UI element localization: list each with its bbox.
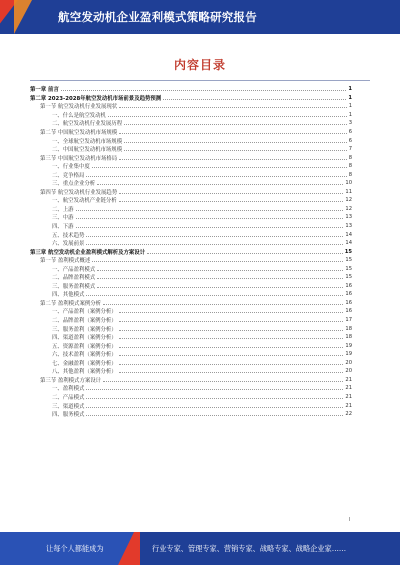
toc-entry-page: 15 bbox=[345, 274, 352, 281]
toc-entry[interactable] bbox=[30, 162, 352, 171]
toc-entry[interactable] bbox=[30, 145, 352, 154]
toc-entry[interactable] bbox=[30, 273, 352, 282]
toc-entry-page: 14 bbox=[345, 231, 352, 238]
toc-entry-page: 20 bbox=[345, 368, 352, 375]
toc-entry-label: 三、服务盈利模式 bbox=[52, 283, 96, 290]
table-of-contents bbox=[30, 85, 352, 418]
toc-entry-page: 11 bbox=[345, 188, 352, 195]
toc-entry[interactable] bbox=[30, 393, 352, 402]
report-header bbox=[0, 0, 400, 34]
toc-entry-label: 一、全球航空发动机市场规模 bbox=[52, 138, 123, 145]
toc-entry[interactable] bbox=[30, 264, 352, 273]
toc-leader-dots bbox=[86, 233, 343, 237]
toc-leader-dots bbox=[92, 164, 347, 168]
toc-entry-page: 15 bbox=[344, 248, 352, 255]
toc-entry[interactable] bbox=[30, 316, 352, 325]
toc-entry-label: 二、品牌盈利（案例分析） bbox=[52, 318, 117, 325]
toc-entry[interactable] bbox=[30, 333, 352, 342]
toc-leader-dots bbox=[97, 181, 343, 185]
toc-entry-label: 二、竞争格局 bbox=[52, 172, 85, 179]
toc-entry-label: 一、产品盈利模式 bbox=[52, 266, 96, 273]
toc-leader-dots bbox=[119, 335, 344, 339]
toc-entry-label: 六、发展前景 bbox=[52, 241, 85, 248]
toc-entry-label: 三、渠道模式 bbox=[52, 403, 85, 410]
toc-entry-page: 19 bbox=[345, 351, 352, 358]
toc-entry-page: 10 bbox=[345, 180, 352, 187]
toc-leader-dots bbox=[97, 284, 343, 288]
report-footer bbox=[0, 532, 400, 565]
toc-entry-page: 6 bbox=[348, 137, 352, 144]
toc-entry-label: 第一节 航空发动机行业发展现状 bbox=[40, 104, 118, 111]
toc-entry-label: 二、产品模式 bbox=[52, 394, 85, 401]
toc-entry[interactable] bbox=[30, 153, 352, 162]
toc-entry[interactable] bbox=[30, 136, 352, 145]
toc-heading: 内容目录 bbox=[173, 58, 226, 72]
toc-entry[interactable] bbox=[30, 230, 352, 239]
toc-entry-page: 21 bbox=[345, 393, 352, 400]
toc-entry-page: 15 bbox=[345, 265, 352, 272]
toc-leader-dots bbox=[76, 224, 344, 228]
toc-entry-label: 二、中国航空发动机市场规模 bbox=[52, 147, 123, 154]
toc-entry-label: 一、航空发动机产业链分析 bbox=[52, 198, 117, 205]
toc-entry-label: 第二节 中国航空发动机市场规模 bbox=[40, 130, 118, 136]
toc-entry-page: 1 bbox=[348, 86, 352, 93]
toc-entry-page: 16 bbox=[345, 308, 352, 315]
toc-entry-label: 一、盈利模式 bbox=[52, 386, 85, 393]
toc-entry[interactable] bbox=[30, 367, 352, 376]
toc-entry-page: 3 bbox=[348, 120, 352, 127]
toc-leader-dots bbox=[147, 250, 343, 254]
toc-leader-dots bbox=[124, 147, 347, 151]
toc-entry-page: 19 bbox=[345, 342, 352, 349]
toc-entry-page: 8 bbox=[348, 154, 352, 161]
toc-entry-label: 第三节 盈利模式方案设计 bbox=[40, 377, 102, 384]
header-orange-accent bbox=[14, 0, 32, 34]
toc-entry[interactable] bbox=[30, 384, 352, 393]
toc-entry[interactable] bbox=[30, 128, 352, 137]
toc-entry[interactable] bbox=[30, 102, 352, 111]
toc-entry[interactable] bbox=[30, 213, 352, 222]
toc-leader-dots bbox=[124, 121, 347, 125]
toc-entry[interactable] bbox=[30, 188, 352, 197]
toc-leader-dots bbox=[119, 130, 347, 134]
toc-entry-label: 二、上游 bbox=[52, 206, 74, 213]
toc-entry[interactable] bbox=[30, 282, 352, 291]
toc-leader-dots bbox=[119, 198, 344, 202]
toc-entry[interactable] bbox=[30, 196, 352, 205]
toc-entry-label: 八、其他盈利（案例分析） bbox=[52, 369, 117, 376]
report-title: 航空发动机企业盈利模式策略研究报告 bbox=[58, 10, 257, 24]
toc-divider bbox=[30, 80, 370, 81]
toc-entry-page: 21 bbox=[345, 385, 352, 392]
toc-entry[interactable] bbox=[30, 205, 352, 214]
toc-entry-label: 第二章 2023-2028年航空发动机市场前景及趋势预测 bbox=[30, 95, 162, 102]
toc-entry-page: 12 bbox=[345, 197, 352, 204]
toc-entry-page: 15 bbox=[345, 257, 352, 264]
toc-entry-label: 四、服务模式 bbox=[52, 412, 85, 419]
toc-entry-page: 8 bbox=[348, 171, 352, 178]
toc-leader-dots bbox=[103, 301, 343, 305]
toc-leader-dots bbox=[119, 104, 347, 108]
toc-leader-dots bbox=[119, 327, 344, 331]
toc-entry-label: 一、行业集中度 bbox=[52, 164, 90, 171]
toc-entry-label: 五、技术趋势 bbox=[52, 232, 85, 239]
footer-red-accent bbox=[118, 532, 134, 565]
toc-entry[interactable] bbox=[30, 179, 352, 188]
toc-entry-label: 四、渠道盈利（案例分析） bbox=[52, 335, 117, 342]
toc-entry[interactable] bbox=[30, 247, 352, 256]
toc-leader-dots bbox=[86, 386, 343, 390]
toc-entry-page: 1 bbox=[348, 111, 352, 118]
toc-entry-label: 第一章 前言 bbox=[30, 87, 59, 94]
toc-leader-dots bbox=[119, 344, 344, 348]
toc-entry-page: 7 bbox=[348, 146, 352, 153]
toc-entry[interactable] bbox=[30, 256, 352, 265]
toc-entry-page: 13 bbox=[345, 214, 352, 221]
toc-entry-label: 三、重点企业分析 bbox=[52, 181, 96, 188]
toc-leader-dots bbox=[124, 139, 347, 143]
toc-entry-label: 七、金融盈利（案例分析） bbox=[52, 360, 117, 367]
toc-entry-page: 8 bbox=[348, 163, 352, 170]
footer-slogan-left: 让每个人都能成为 bbox=[46, 544, 104, 553]
toc-entry[interactable] bbox=[30, 299, 352, 308]
toc-entry-label: 一、什么是航空发动机 bbox=[52, 112, 106, 119]
toc-entry[interactable] bbox=[30, 222, 352, 231]
toc-entry[interactable] bbox=[30, 111, 352, 120]
toc-entry-page: 16 bbox=[345, 282, 352, 289]
toc-entry-label: 第三节 中国航空发动机市场格局 bbox=[40, 155, 118, 162]
toc-leader-dots bbox=[119, 190, 343, 194]
toc-entry[interactable] bbox=[30, 290, 352, 299]
toc-entry-page: 1 bbox=[348, 103, 352, 110]
toc-entry-page: 18 bbox=[345, 325, 352, 332]
toc-entry-label: 四、其他模式 bbox=[52, 292, 85, 299]
toc-leader-dots bbox=[119, 156, 347, 160]
toc-leader-dots bbox=[86, 412, 343, 416]
toc-leader-dots bbox=[76, 215, 344, 219]
toc-leader-dots bbox=[86, 292, 343, 296]
toc-entry-label: 五、资源盈利（案例分析） bbox=[52, 343, 117, 350]
toc-leader-dots bbox=[86, 173, 346, 177]
toc-entry[interactable] bbox=[30, 350, 352, 359]
toc-entry-page: 20 bbox=[345, 359, 352, 366]
toc-entry-page: 17 bbox=[345, 317, 352, 324]
toc-entry-page: 12 bbox=[345, 205, 352, 212]
toc-leader-dots bbox=[61, 87, 347, 91]
toc-entry-label: 第四节 航空发动机行业发展趋势 bbox=[40, 189, 118, 196]
toc-entry-page: 22 bbox=[345, 411, 352, 418]
page-marker: I bbox=[349, 517, 351, 523]
toc-entry-page: 21 bbox=[345, 376, 352, 383]
toc-entry[interactable] bbox=[30, 376, 352, 385]
toc-leader-dots bbox=[92, 258, 343, 262]
toc-entry-page: 1 bbox=[348, 94, 352, 101]
toc-entry-page: 6 bbox=[348, 129, 352, 135]
toc-entry[interactable] bbox=[30, 85, 352, 94]
toc-entry[interactable] bbox=[30, 341, 352, 350]
toc-entry-page: 14 bbox=[345, 240, 352, 247]
toc-leader-dots bbox=[163, 96, 346, 100]
toc-leader-dots bbox=[97, 275, 343, 279]
toc-entry[interactable] bbox=[30, 401, 352, 410]
toc-leader-dots bbox=[86, 241, 343, 245]
toc-entry-label: 六、技术盈利（案例分析） bbox=[52, 352, 117, 359]
toc-leader-dots bbox=[119, 369, 344, 373]
toc-leader-dots bbox=[86, 395, 343, 399]
toc-leader-dots bbox=[76, 207, 344, 211]
toc-entry[interactable] bbox=[30, 359, 352, 368]
toc-entry[interactable] bbox=[30, 94, 352, 103]
toc-entry-page: 13 bbox=[345, 223, 352, 230]
toc-entry[interactable] bbox=[30, 239, 352, 248]
toc-leader-dots bbox=[119, 309, 344, 313]
toc-entry-label: 四、下游 bbox=[52, 224, 74, 231]
toc-leader-dots bbox=[119, 352, 344, 356]
toc-entry-label: 三、服务盈利（案例分析） bbox=[52, 326, 117, 333]
toc-entry-label: 二、品牌盈利模式 bbox=[52, 275, 96, 282]
toc-entry[interactable] bbox=[30, 324, 352, 333]
toc-entry[interactable] bbox=[30, 170, 352, 179]
footer-slogan-right: 行业专家、管理专家、营销专家、战略专家、战略企业家…… bbox=[152, 544, 347, 553]
toc-entry-page: 18 bbox=[345, 334, 352, 341]
footer-red-bar bbox=[134, 532, 140, 565]
toc-leader-dots bbox=[108, 113, 347, 117]
toc-leader-dots bbox=[86, 404, 343, 408]
toc-entry[interactable] bbox=[30, 410, 352, 419]
toc-leader-dots bbox=[119, 318, 344, 322]
toc-entry-label: 三、中游 bbox=[52, 215, 74, 222]
toc-entry-label: 第二节 盈利模式案例分析 bbox=[40, 300, 102, 307]
toc-entry-page: 21 bbox=[345, 402, 352, 409]
toc-leader-dots bbox=[119, 361, 344, 365]
toc-entry[interactable] bbox=[30, 307, 352, 316]
toc-entry-page: 16 bbox=[345, 299, 352, 306]
toc-entry-label: 一、产品盈利（案例分析） bbox=[52, 309, 117, 316]
toc-leader-dots bbox=[103, 378, 343, 382]
toc-entry-label: 第三章 航空发动机企业盈利模式解析及方案设计 bbox=[30, 249, 146, 256]
toc-entry[interactable] bbox=[30, 119, 352, 128]
toc-entry-label: 二、航空发动机行业发展历程 bbox=[52, 121, 123, 128]
toc-entry-page: 16 bbox=[345, 291, 352, 298]
toc-entry-label: 第一节 盈利模式概述 bbox=[40, 258, 91, 265]
toc-leader-dots bbox=[97, 267, 343, 271]
